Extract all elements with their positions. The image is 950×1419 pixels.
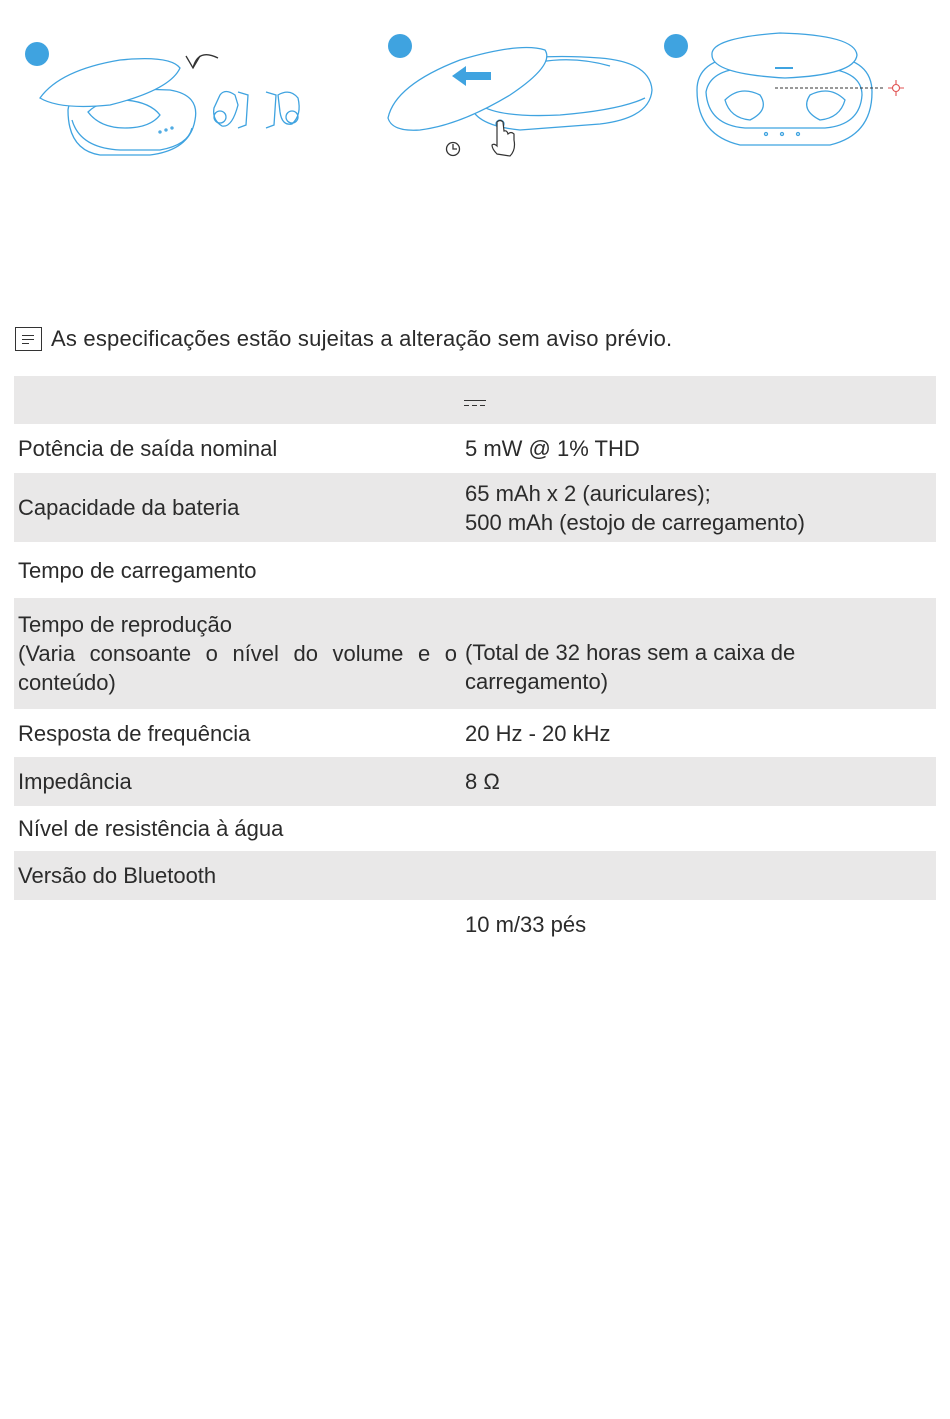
table-header-row bbox=[14, 376, 936, 424]
step-3-marker bbox=[664, 34, 688, 58]
instruction-illustrations bbox=[0, 0, 950, 200]
spec-note bbox=[15, 326, 672, 352]
table-row bbox=[14, 757, 936, 806]
step-1-marker bbox=[25, 42, 49, 66]
case-slide-illustration bbox=[388, 48, 652, 131]
spec-label-line: conteúdo) bbox=[18, 670, 116, 695]
spec-value bbox=[461, 806, 936, 851]
specifications-table bbox=[14, 376, 936, 949]
spec-label: Capacidade da bateria bbox=[14, 473, 461, 542]
dc-symbol-icon bbox=[464, 400, 486, 408]
spec-value-line: carregamento) bbox=[465, 668, 609, 694]
spec-value bbox=[461, 473, 936, 542]
earbuds-illustration bbox=[214, 92, 299, 129]
spec-value bbox=[461, 598, 936, 709]
spec-value bbox=[461, 542, 936, 598]
table-row bbox=[14, 598, 936, 709]
table-row bbox=[14, 851, 936, 900]
step-2-marker bbox=[388, 34, 412, 58]
spec-value: 8 Ω bbox=[461, 757, 936, 806]
spec-value-line: (Total de 32 horas sem a caixa de bbox=[465, 639, 796, 665]
spec-value bbox=[461, 851, 936, 900]
spec-label bbox=[14, 900, 461, 949]
spec-value-line: 65 mAh x 2 (auriculares); bbox=[465, 480, 711, 506]
spec-value: 10 m/33 pés bbox=[465, 912, 587, 937]
spec-label-line: (Varia consoante o nível do volume e o bbox=[18, 641, 457, 666]
note-text: As especificações estão sujeitas a alteração sem aviso prévio. bbox=[51, 326, 673, 351]
table-row bbox=[14, 806, 936, 851]
spec-label: Resposta de frequência bbox=[18, 720, 251, 746]
spec-value: 5 mW @ 1% THD bbox=[465, 436, 640, 461]
case-top-illustration bbox=[697, 33, 872, 145]
table-row bbox=[14, 473, 936, 542]
spec-label-line: Tempo de reprodução bbox=[18, 612, 233, 637]
clock-icon bbox=[447, 143, 460, 156]
spec-label bbox=[14, 598, 461, 709]
table-row bbox=[14, 542, 936, 598]
spec-label: Impedância bbox=[14, 757, 461, 806]
note-icon bbox=[15, 327, 42, 351]
table-row bbox=[14, 424, 936, 473]
table-row bbox=[14, 900, 936, 949]
open-lid-arrow-icon bbox=[186, 55, 218, 68]
spec-value-line: 500 mAh (estojo de carregamento) bbox=[465, 509, 805, 535]
spec-value: 20 Hz - 20 kHz bbox=[465, 720, 611, 746]
spec-label: Tempo de carregamento bbox=[18, 557, 257, 583]
table-row bbox=[14, 709, 936, 757]
case-open-illustration bbox=[40, 59, 196, 155]
spec-label: Potência de saída nominal bbox=[18, 436, 278, 461]
spec-label: Versão do Bluetooth bbox=[14, 851, 461, 900]
spec-label: Nível de resistência à água bbox=[18, 816, 284, 841]
